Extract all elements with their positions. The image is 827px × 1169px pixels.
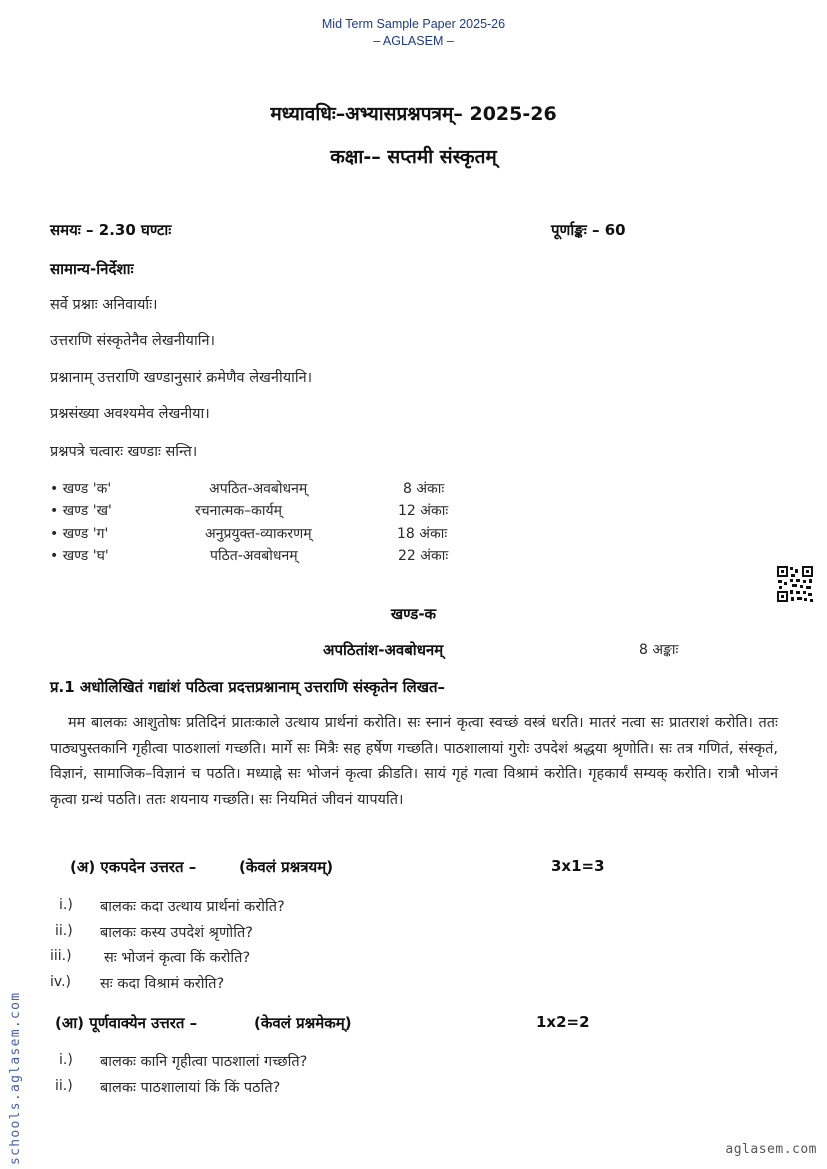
qr-code-icon: [776, 565, 814, 603]
time-allowed: समयः – 2.30 घण्टाः: [50, 221, 172, 239]
section-a-subheading: अपठितांश-अवबोधनम्: [323, 641, 444, 659]
question-number: i.): [59, 897, 73, 913]
section-name: • खण्ड 'क': [50, 481, 112, 497]
section-topic: अनुप्रयुक्त-व्याकरणम्: [205, 526, 312, 542]
section-name: • खण्ड 'घ': [50, 548, 109, 564]
section-name: • खण्ड 'ख': [50, 503, 112, 519]
question-1: प्र.1 अधोलिखितं गद्यांशं पठित्वा प्रदत्तप्रश्नानाम् उत्तराणि संस्कृतेन लिखत–: [50, 678, 446, 696]
section-topic: अपठित-अवबोधनम्: [209, 481, 308, 497]
section-marks: 8 अंकाः: [403, 481, 445, 497]
instructions-heading: सामान्य-निर्देशाः: [50, 260, 134, 278]
question-number: i.): [59, 1052, 73, 1068]
instruction-item: प्रश्नसंख्या अवश्यमेव लेखनीया।: [50, 406, 210, 422]
part-a-note: (केवलं प्रश्नत्रयम्): [239, 858, 334, 876]
part-b-marks: 1x2=2: [536, 1013, 590, 1031]
passage: मम बालकः आशुतोषः प्रतिदिनं प्रातःकाले उत्थाय प्रार्थनां करोति। सः स्नानं कृत्वा स्वच्छं वस्त्रं धरति। मातरं नत्वा सः प्रातराशं करोति। ततः पाठ्यपुस्तकानि गृहीत्वा पाठशालां गच्छति। मार्गे सः मित्रैः सह हर्षेण गच्छति। पाठशालायां गुरोः उपदेशं श्रद्धया श्रृणोति। सः तत्र गणितं, संस्कृतं, विज्ञानं, सामाजिक–विज्ञानं च पठति। मध्याह्ने सः भोजनं कृत्वा क्रीडति। सायं गृहं गत्वा विश्रामं करोति। गृहकार्यं सम्यक् करोति। रात्रौ भोजनं कृत्वा ग्रन्थं पठति। ततः शयनाय गच्छति। सः नियमितं जीवनं यापयति।: [50, 715, 778, 808]
section-marks: 18 अंकाः: [397, 526, 448, 542]
question-text: बालकः कस्य उपदेशं श्रृणोति?: [100, 925, 253, 941]
full-marks: पूर्णाङ्कः – 60: [551, 221, 626, 239]
part-b-heading: (आ) पूर्णवाक्येन उत्तरत –: [55, 1014, 198, 1032]
section-marks: 12 अंकाः: [398, 503, 449, 519]
question-number: ii.): [55, 923, 73, 939]
class-subject-title: कक्षा-– सप्तमी संस्कृतम्: [330, 146, 497, 168]
question-text: सः भोजनं कृत्वा किं करोति?: [104, 950, 251, 966]
question-text: सः कदा विश्रामं करोति?: [100, 976, 225, 992]
section-topic: पठित-अवबोधनम्: [210, 548, 298, 564]
footer-watermark: aglasem.com: [725, 1142, 817, 1157]
header-title: Mid Term Sample Paper 2025-26: [321, 17, 506, 31]
section-name: • खण्ड 'ग': [50, 526, 109, 542]
instruction-item: प्रश्नानाम् उत्तराणि खण्डानुसारं क्रमेणैव लेखनीयानि।: [50, 370, 313, 386]
section-marks: 22 अंकाः: [398, 548, 449, 564]
section-topic: रचनात्मक–कार्यम्: [195, 503, 282, 519]
instruction-item: उत्तराणि संस्कृतेनैव लेखनीयानि।: [50, 333, 216, 349]
question-number: iii.): [50, 948, 72, 964]
part-a-heading: (अ) एकपदेन उत्तरत –: [70, 858, 197, 876]
section-a-heading: खण्ड-क: [390, 605, 437, 623]
question-text: बालकः पाठशालायां किं किं पठति?: [100, 1080, 281, 1096]
question-text: बालकः कदा उत्थाय प्रार्थनां करोति?: [100, 899, 285, 915]
question-number: ii.): [55, 1078, 73, 1094]
part-b-note: (केवलं प्रश्नमेकम्): [254, 1014, 352, 1032]
part-a-marks: 3x1=3: [551, 857, 605, 875]
question-number: iv.): [50, 974, 71, 990]
paper-title: मध्यावधिः–अभ्यासप्रश्नपत्रम्– 2025-26: [270, 103, 557, 125]
side-watermark: schools.aglasem.com: [8, 991, 23, 1165]
header-brand: – AGLASEM –: [373, 34, 454, 48]
instruction-item: सर्वे प्रश्नाः अनिवार्याः।: [50, 297, 158, 313]
question-text: बालकः कानि गृहीत्वा पाठशालां गच्छति?: [100, 1054, 308, 1070]
section-a-marks: 8 अङ्काः: [639, 642, 679, 658]
instruction-item: प्रश्नपत्रे चत्वारः खण्डाः सन्ति।: [50, 444, 198, 460]
